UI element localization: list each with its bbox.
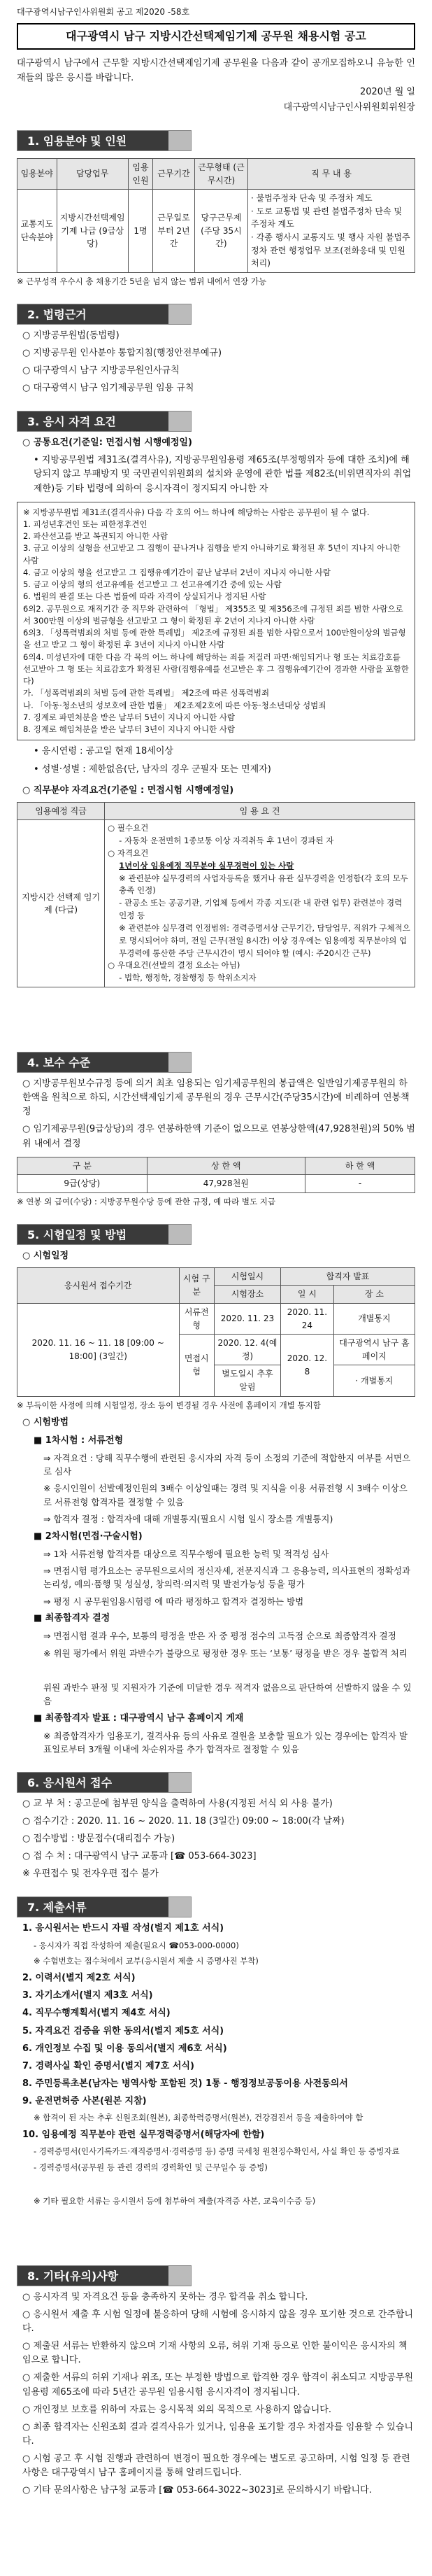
list-item: ○ 응시원서 제출 후 시험 일정에 불응하여 당해 시험에 응시하지 않을 경우 포기한 것으로 간주합니다. [22, 2309, 413, 2334]
req-line: ※ 관련분야 실무경력 인정범위: 경력증명서상 근무기간, 담당업무, 직위가 구체적으로 명시되어야 하며, 전일 근무(전일 8시간) 이상 경우에는 임용예정 직무분야의 업무경력에 통산한 주당 근무시간이 명시 되어야 할 (예시: 주20시간 근무) [119, 922, 410, 958]
section-8-header [17, 2265, 192, 2286]
section-6-title: 6. 응시원서 접수 [17, 1773, 168, 1792]
table-cell: 지방시간선택제임기제 나급 (9급상당) [57, 190, 128, 273]
announce-title: ■ 최종합격자 발표 : 대구광역시 남구 홈페이지 게재 [34, 1712, 244, 1724]
section-1-header [17, 130, 192, 151]
table-header: 장 소 [333, 1286, 415, 1304]
list-item: ○ 교 부 처 : 공고문에 첨부된 양식을 출력하여 사용(지정된 서식 외 사용 불가) [22, 1798, 333, 1809]
table-cell: 개별통지 [333, 1304, 415, 1335]
list-item: 7. 경력사실 확인 증명서(별지 제7호 서식) [22, 2060, 194, 2071]
list-item: 6의3. 「성폭력범죄의 처벌 등에 관한 특례법」 제2조에 규정된 죄를 범한 사람으로서 100만원이상의 벌금형을 선고 받고 그 형이 확정된 후 3년이 지나지 아니한 사람 [23, 628, 406, 650]
table-cell: 지방시간 선택제 임기제 (다급) [17, 820, 105, 987]
list-item: 1. 피성년후견인 또는 피한정후견인 [23, 519, 147, 529]
step-1: ■ 1차시험 : 서류전형 [34, 1435, 124, 1446]
list-item: ※ 지방공무원법 제31조(결격사유) 다음 각 호의 어느 하나에 해당하는 사람은 공무원이 될 수 없다. [23, 507, 370, 517]
section-2-header [17, 304, 192, 325]
req-line: 1년이상 임용예정 직무분야 실무경력이 있는 사람 [119, 860, 294, 871]
list-item: - 경력증명서(인사기록카드·재직증명서·경력증명 등) 증명 국세청 원천징수확인서, 사실 확인 등 증빙자료 [34, 2146, 400, 2157]
list-item: 2. 파산선고를 받고 복권되지 아니한 사람 [23, 531, 168, 542]
schedule-table [17, 1267, 415, 1397]
table-header: 일 시 [281, 1286, 334, 1304]
table-header: 시험일시 [214, 1267, 280, 1286]
job-requirement-title: ○ 직무분야 자격요건(기준일 : 면접시험 시행예정일) [22, 784, 234, 796]
list-item: 3. 자기소개서(별지 제3호 서식) [22, 1990, 153, 2001]
table-cell: 1명 [128, 190, 152, 273]
list-item: 4. 금고 이상의 형을 선고받고 그 집행유예기간이 끝난 날부터 2년이 지나지 아니한 사람 [23, 567, 331, 577]
section-2-title: 2. 법령근거 [17, 304, 168, 324]
list-item: 4. 직무수행계획서(별지 제4호 서식) [22, 2008, 171, 2019]
list-item: 10. 임용예정 직무분야 관련 실무경력증명서(해당자에 한함) [22, 2130, 265, 2141]
list-item: ○ 접수기간 : 2020. 11. 16 ~ 2020. 11. 18 (3일간) 09:00 ~ 18:00(각 날짜) [22, 1815, 345, 1827]
section-4-header [17, 1052, 192, 1073]
duty-line: · 각종 행사시 교통지도 및 행사 자원 불법주정차 관련 행정업무 보조(전화응대 및 민원처리) [251, 232, 410, 269]
list-item: 6. 법원의 판결 또는 다른 법률에 따라 자격이 상실되거나 정지된 사람 [23, 591, 266, 602]
table-header: 임용인원 [128, 158, 152, 189]
table-cell: 당구근무제 (주당 35시간) [194, 190, 247, 273]
table-cell: 2020. 11. 16 ~ 11. 18 [09:00 ~ 18:00] (3일간) [17, 1304, 180, 1397]
list-item: - 경력증명서(공무원 등 관련 경력의 경력확인 및 근무일수 등 증빙) [34, 2162, 268, 2173]
list-item: ※ 수험번호는 접수처에서 교부(응시원서 제출 시 증명사진 부착) [34, 1956, 259, 1966]
table-header: 시험장소 [214, 1286, 280, 1304]
gender-requirement: • 성별·성별 : 제한없음(단, 남자의 경우 군필자 또는 면제자) [34, 763, 271, 775]
table-header: 직 무 내 용 [248, 158, 415, 189]
req-line: - 자동차 운전면허 1종보통 이상 자격취득 후 1년이 경과된 자 [119, 836, 334, 846]
list-item: 9. 운전면허증 사본(원본 지참) [22, 2096, 147, 2107]
table-cell: 2020. 12. 8 [281, 1335, 334, 1396]
table-cell: 2020. 11. 24 [281, 1304, 334, 1335]
section-8-title: 8. 기타(유의)사항 [17, 2266, 168, 2286]
list-item: ○ 제출된 서류는 반환하지 않으며 기재 사항의 오류, 허위 기재 등으로 인한 불이익은 응시자의 책임으로 합니다. [22, 2341, 408, 2366]
schedule-title: ○ 시험일정 [22, 1250, 69, 1261]
announcement-date: 2020년 월 일 [359, 86, 415, 97]
step-line: ※ 최종합격자가 임용포기, 결격사유 등의 사유로 결원을 보충할 필요가 있는 경우에는 합격자 발표일로부터 3개월 이내에 차순위자를 추가 합격자로 결정할 수 있음 [43, 1730, 408, 1755]
table-header: 임 용 요 건 [105, 802, 415, 820]
step-line: ⇒ 평정 시 공무원임용시험령 에 따라 평정하고 합격자 결정하는 방법 [43, 1596, 304, 1607]
req-line: ※ 관련분야 실무경력의 사업자등록을 했거나 유관 실무경력을 인정함(각 호의 모두충족 인정) [119, 873, 408, 896]
section-7-title: 7. 제출서류 [17, 1897, 168, 1917]
note: ※ 근무성적 우수시 총 채용기간 5년을 넘지 않는 범위 내에서 연장 가능 [17, 276, 267, 286]
table-header: 임용분야 [17, 158, 57, 189]
table-cell: 별도일시 추후 알림 [214, 1365, 280, 1396]
req-line: ○ 우대요건(선발의 결정 요소는 아님) [108, 960, 240, 971]
list-item: ○ 최종 합격자는 신원조회 결과 결격사유가 있거나, 임용을 포기할 경우 차점자를 임용할 수 있습니다. [22, 2421, 413, 2447]
list-item: 6의2. 공무원으로 재직기간 중 직무와 관련하여 「형법」 제355조 및 제356조에 규정된 죄를 범한 사람으로서 300만원 이상의 벌금형을 선고받고 그 형이 확정된 후 2년이 지나지 아니한 사람 [23, 603, 403, 626]
section-5-header [17, 1224, 192, 1245]
table-cell: 면접시험 [179, 1335, 214, 1396]
common-requirement: • 지방공무원법 제31조(결격사유), 지방공무원임용령 제65조(부정행위자 등에 대한 조치)에 해당되지 않고 부패방지 및 국민권익위원회의 설치와 운영에 관한 법률 제82조(비위면직자의 취업 제한)등 기타 법령에 의하여 응시자격이 정지되지 아니한 자 [34, 455, 412, 494]
table-header: 담당업무 [57, 158, 128, 189]
application-list [17, 1797, 415, 1882]
table-cell: 대구광역시 남구 홈페이지 [333, 1335, 415, 1365]
positions-table [17, 158, 415, 273]
section-3-header [17, 411, 192, 432]
salary-paragraph: ○ 지방공무원보수규정 등에 의거 최초 임용되는 임기제공무원의 봉급액은 일반임기제공무원의 하한액을 원칙으로 하되, 시간선택제임기제 공무원의 경우 근무시간(주당35시간)에 비례하여 연봉책정 [22, 1078, 410, 1118]
section-6-header [17, 1772, 192, 1793]
req-line: - 관공소 또는 공공기관, 기업체 등에서 각종 지도(관 내 관련 업무) 관련분야 경력 인정 등 [119, 898, 403, 921]
step-line: ※ 위원 평가에서 위원 과반수가 불량으로 평정한 경우 또는 ‘보통’ 평정을 받은 경우 불합격 처리 [43, 1647, 408, 1659]
list-item: ※ 우편접수 및 전자우편 접수 불가 [22, 1868, 159, 1880]
step-line: ⇒ 면접시험 평가요소는 공무원으로서의 정신자세, 전문지식과 그 응용능력, 의사표현의 정확성과 논리성, 예의·품행 및 성실성, 창의력·의지력 및 발전가능성 등을 평가 [43, 1565, 411, 1590]
list-item: 5. 자격요건 검증을 위한 동의서(별지 제5호 서식) [22, 2025, 224, 2036]
list-item: 6의4. 미성년자에 대한 다음 각 목의 어느 하나에 해당하는 죄를 저질러 파면·해임되거나 형 또는 치료감호를 선고받아 그 형 또는 치료감호가 확정된 사람(집행유예를 선고받은 후 그 집행유예기간이 경과한 사람을 포함한다) [23, 652, 409, 687]
section-4-title: 4. 보수 수준 [17, 1053, 168, 1072]
list-item: ○ 응시자격 및 자격요건 등을 충족하지 못하는 경우 합격을 취소 합니다. [22, 2291, 308, 2302]
list-item: - 응시자가 직접 작성하여 제출(필요시 ☎053-000-0000) [34, 1940, 239, 1950]
step-line: ⇒ 면접시험 결과 우수, 보통의 평정을 받은 자 중 평정 점수의 고득점 순으로 최종합격자 결정 [43, 1631, 396, 1642]
table-cell: 2020. 11. 23 [214, 1304, 280, 1335]
req-line: ○ 자격요건 [108, 848, 149, 859]
duty-line: · 도로 교통법 및 관련 불법주정차 단속 및 주정차 계도 [251, 206, 403, 230]
table-header: 합격자 발표 [281, 1267, 415, 1286]
salary-paragraph: ○ 임기제공무원(9급상당)의 경우 연봉하한액 기준이 없으므로 연봉상한액(47,928천원)의 50% 범위 내에서 결정 [22, 1124, 415, 1149]
table-header: 하 한 액 [305, 1157, 415, 1175]
step-line: ※ 응시인원이 선발예정인원의 3배수 이상일때는 경력 및 지식을 이용 서류전형 시 3배수 이상으로 서류전형 합격자를 결정할 수 있음 [43, 1483, 408, 1507]
list-item: 5. 금고 이상의 형의 선고유예를 선고받고 그 선고유예기간 중에 있는 사람 [23, 579, 282, 590]
list-item: 6. 개인정보 수집 및 이용 동의서(별지 제6호 서식) [22, 2043, 227, 2054]
list-item: ○ 대구광역시 남구 임기제공무원 임용 규칙 [22, 382, 194, 393]
table-cell: 47,928천원 [147, 1175, 305, 1193]
salary-table [17, 1157, 415, 1193]
list-item: 가. 「성폭력범죄의 처벌 등에 관한 특례법」 제2조에 따른 성폭력범죄 [23, 688, 270, 698]
list-item: ○ 지방공무원 인사분야 통합지침(행정안전부예규) [22, 347, 222, 358]
list-item: 나. 「아동·청소년의 성보호에 관한 법률」 제2조제2호에 따른 아동·청소년대상 성범죄 [23, 700, 326, 710]
list-item: ○ 대구광역시 남구 지방공무원인사규칙 [22, 365, 180, 376]
step-line: 위원 과반수 판정 및 지원자가 기준에 미달한 경우 적격자 없음으로 판단하여 선발하지 않을 수 있음 [43, 1682, 412, 1707]
req-line: - 법학, 행정학, 경찰행정 등 학위소지자 [119, 973, 257, 983]
section-5-title: 5. 시험일정 및 방법 [17, 1225, 168, 1244]
note: ※ 연봉 외 급여(수당) : 지방공무원수당 등에 관한 규정, 예 따라 별도 지급 [17, 1196, 275, 1206]
step-line: ⇒ 자격요건 : 당해 직무수행에 관련된 응시자의 자격 등이 소정의 기준에 적합한지 여부를 서면으로 심사 [43, 1452, 411, 1477]
intro-text: 대구광역시 남구에서 근무할 지방시간선택제임기제 공무원을 다음과 같이 공개모집하오니 유능한 인재들의 많은 응시를 바랍니다. [17, 58, 415, 83]
list-item: 2. 이력서(별지 제2호 서식) [22, 1973, 136, 1984]
page-title: 대구광역시 남구 지방시간선택제임기제 공무원 채용시험 공고 [17, 23, 415, 50]
table-header: 상 한 액 [147, 1157, 305, 1175]
list-item: ○ 제출한 서류의 허위 기재나 위조, 또는 부정한 방법으로 합격한 경우 합격이 취소되고 지방공무원 임용령 제65조에 따라 5년간 공무원 임용시험 응시자격이 정지됩니다. [22, 2372, 413, 2398]
list-item: ※ 합격이 된 자는 추후 신원조회(원본), 최종학력증명서(원본), 건강검진서 등을 제출하여야 함 [34, 2113, 363, 2123]
step-2: ■ 2차시험(면접·구술시험) [34, 1530, 143, 1542]
documents-list [17, 1922, 415, 2174]
list-item: 7. 징계로 파면처분을 받은 날부터 5년이 지나지 아니한 사람 [23, 712, 236, 722]
table-cell: 2020. 12. 4(예정) [214, 1335, 280, 1365]
table-header: 임용예정 직급 [17, 802, 105, 820]
table-cell: · 개별통지 [333, 1365, 415, 1396]
list-item: ○ 접 수 처 : 대구광역시 남구 교통과 [☎ 053-664-3023] [22, 1851, 257, 1862]
table-cell: 9급(상당) [17, 1175, 147, 1193]
table-cell: 교통지도 단속분야 [17, 190, 57, 273]
duty-line: · 불법주정차 단속 및 주정차 계도 [251, 193, 373, 204]
note: ※ 기타 필요한 서류는 응시원서 등에 첨부하여 제출(자격증 사본, 교육이수증 등) [34, 2195, 316, 2206]
list-item: 8. 주민등록초본(남자는 병역사항 포함된 것) 1통 - 행정정보공동이용 사전동의서 [22, 2078, 348, 2090]
document-number: 대구광역시남구인사위원회 공고 제2020 -58호 [17, 7, 190, 17]
table-header: 근무기간 [153, 158, 195, 189]
final-decision: ■ 최종합격자 결정 [34, 1613, 110, 1624]
list-item: ○ 접수방법 : 방문접수(대리접수 가능) [22, 1833, 175, 1844]
list-item: ○ 지방공무원법(동법령) [22, 330, 120, 341]
list-item: 3. 금고 이상의 실형을 선고받고 그 집행이 끝나거나 집행을 받지 아니하기로 확정된 후 5년이 지나지 아니한 사람 [23, 543, 401, 565]
table-header: 응시원서 접수기간 [17, 1267, 180, 1303]
requirement-table [17, 802, 415, 987]
list-item: ○ 개인정보 보호를 위하여 자료는 응시목적 외의 목적으로 사용하지 않습니다. [22, 2404, 331, 2415]
list-item: 1. 응시원서는 반드시 자필 작성(별지 제1호 서식) [22, 1923, 224, 1934]
list-item: ○ 시험 공고 후 시험 진행과 관련하여 변경이 필요한 경우에는 별도로 공고하며, 시험 일정 등 관련 사항은 대구광역시 남구 홈페이지를 통해 알려드립니다. [22, 2454, 410, 2479]
table-cell [248, 190, 415, 273]
step-line: ⇒ 1차 서류전형 합격자를 대상으로 직무수행에 필요한 능력 및 적격성 심사 [43, 1548, 329, 1559]
list-item: ○ 기타 문의사항은 남구청 교통과 [☎ 053-664-3022~3023]로 문의하시기 바랍니다. [22, 2485, 372, 2496]
table-cell [105, 820, 415, 987]
signer: 대구광역시남구인사위원회위원장 [283, 101, 415, 113]
legal-basis-list [17, 329, 415, 396]
req-line: ○ 필수요건 [108, 823, 149, 833]
step-line: ⇒ 합격자 결정 : 합격자에 대해 개별통지(필요시 시험 일시 장소를 개별통지) [43, 1514, 333, 1525]
table-cell: - [305, 1175, 415, 1193]
notice-list [17, 2290, 415, 2498]
table-header: 시험 구분 [179, 1267, 214, 1303]
table-header: 구 분 [17, 1157, 147, 1175]
common-requirement-title: ○ 공통요건(기준일: 면접시험 시행예정일) [22, 437, 192, 449]
section-7-header [17, 1896, 192, 1917]
table-cell: 서류전형 [179, 1304, 214, 1335]
list-item: 8. 징계로 해임처분을 받은 날부터 3년이 지나지 아니한 사람 [23, 724, 236, 735]
note: ※ 부득이한 사정에 의해 시험일정, 장소 등이 변경될 경우 사전에 홈페이지 개별 통지함 [17, 1400, 321, 1410]
table-cell: 근무일로부터 2년간 [153, 190, 195, 273]
age-requirement: • 응시연령 : 공고일 현재 18세이상 [34, 746, 173, 757]
section-1-title: 1. 임용분야 및 인원 [17, 131, 168, 150]
table-header: 근무형태 (근무시간) [194, 158, 247, 189]
disqualification-box [17, 502, 415, 741]
method-title: ○ 시험방법 [22, 1417, 69, 1428]
section-3-title: 3. 응시 자격 요건 [17, 411, 168, 431]
